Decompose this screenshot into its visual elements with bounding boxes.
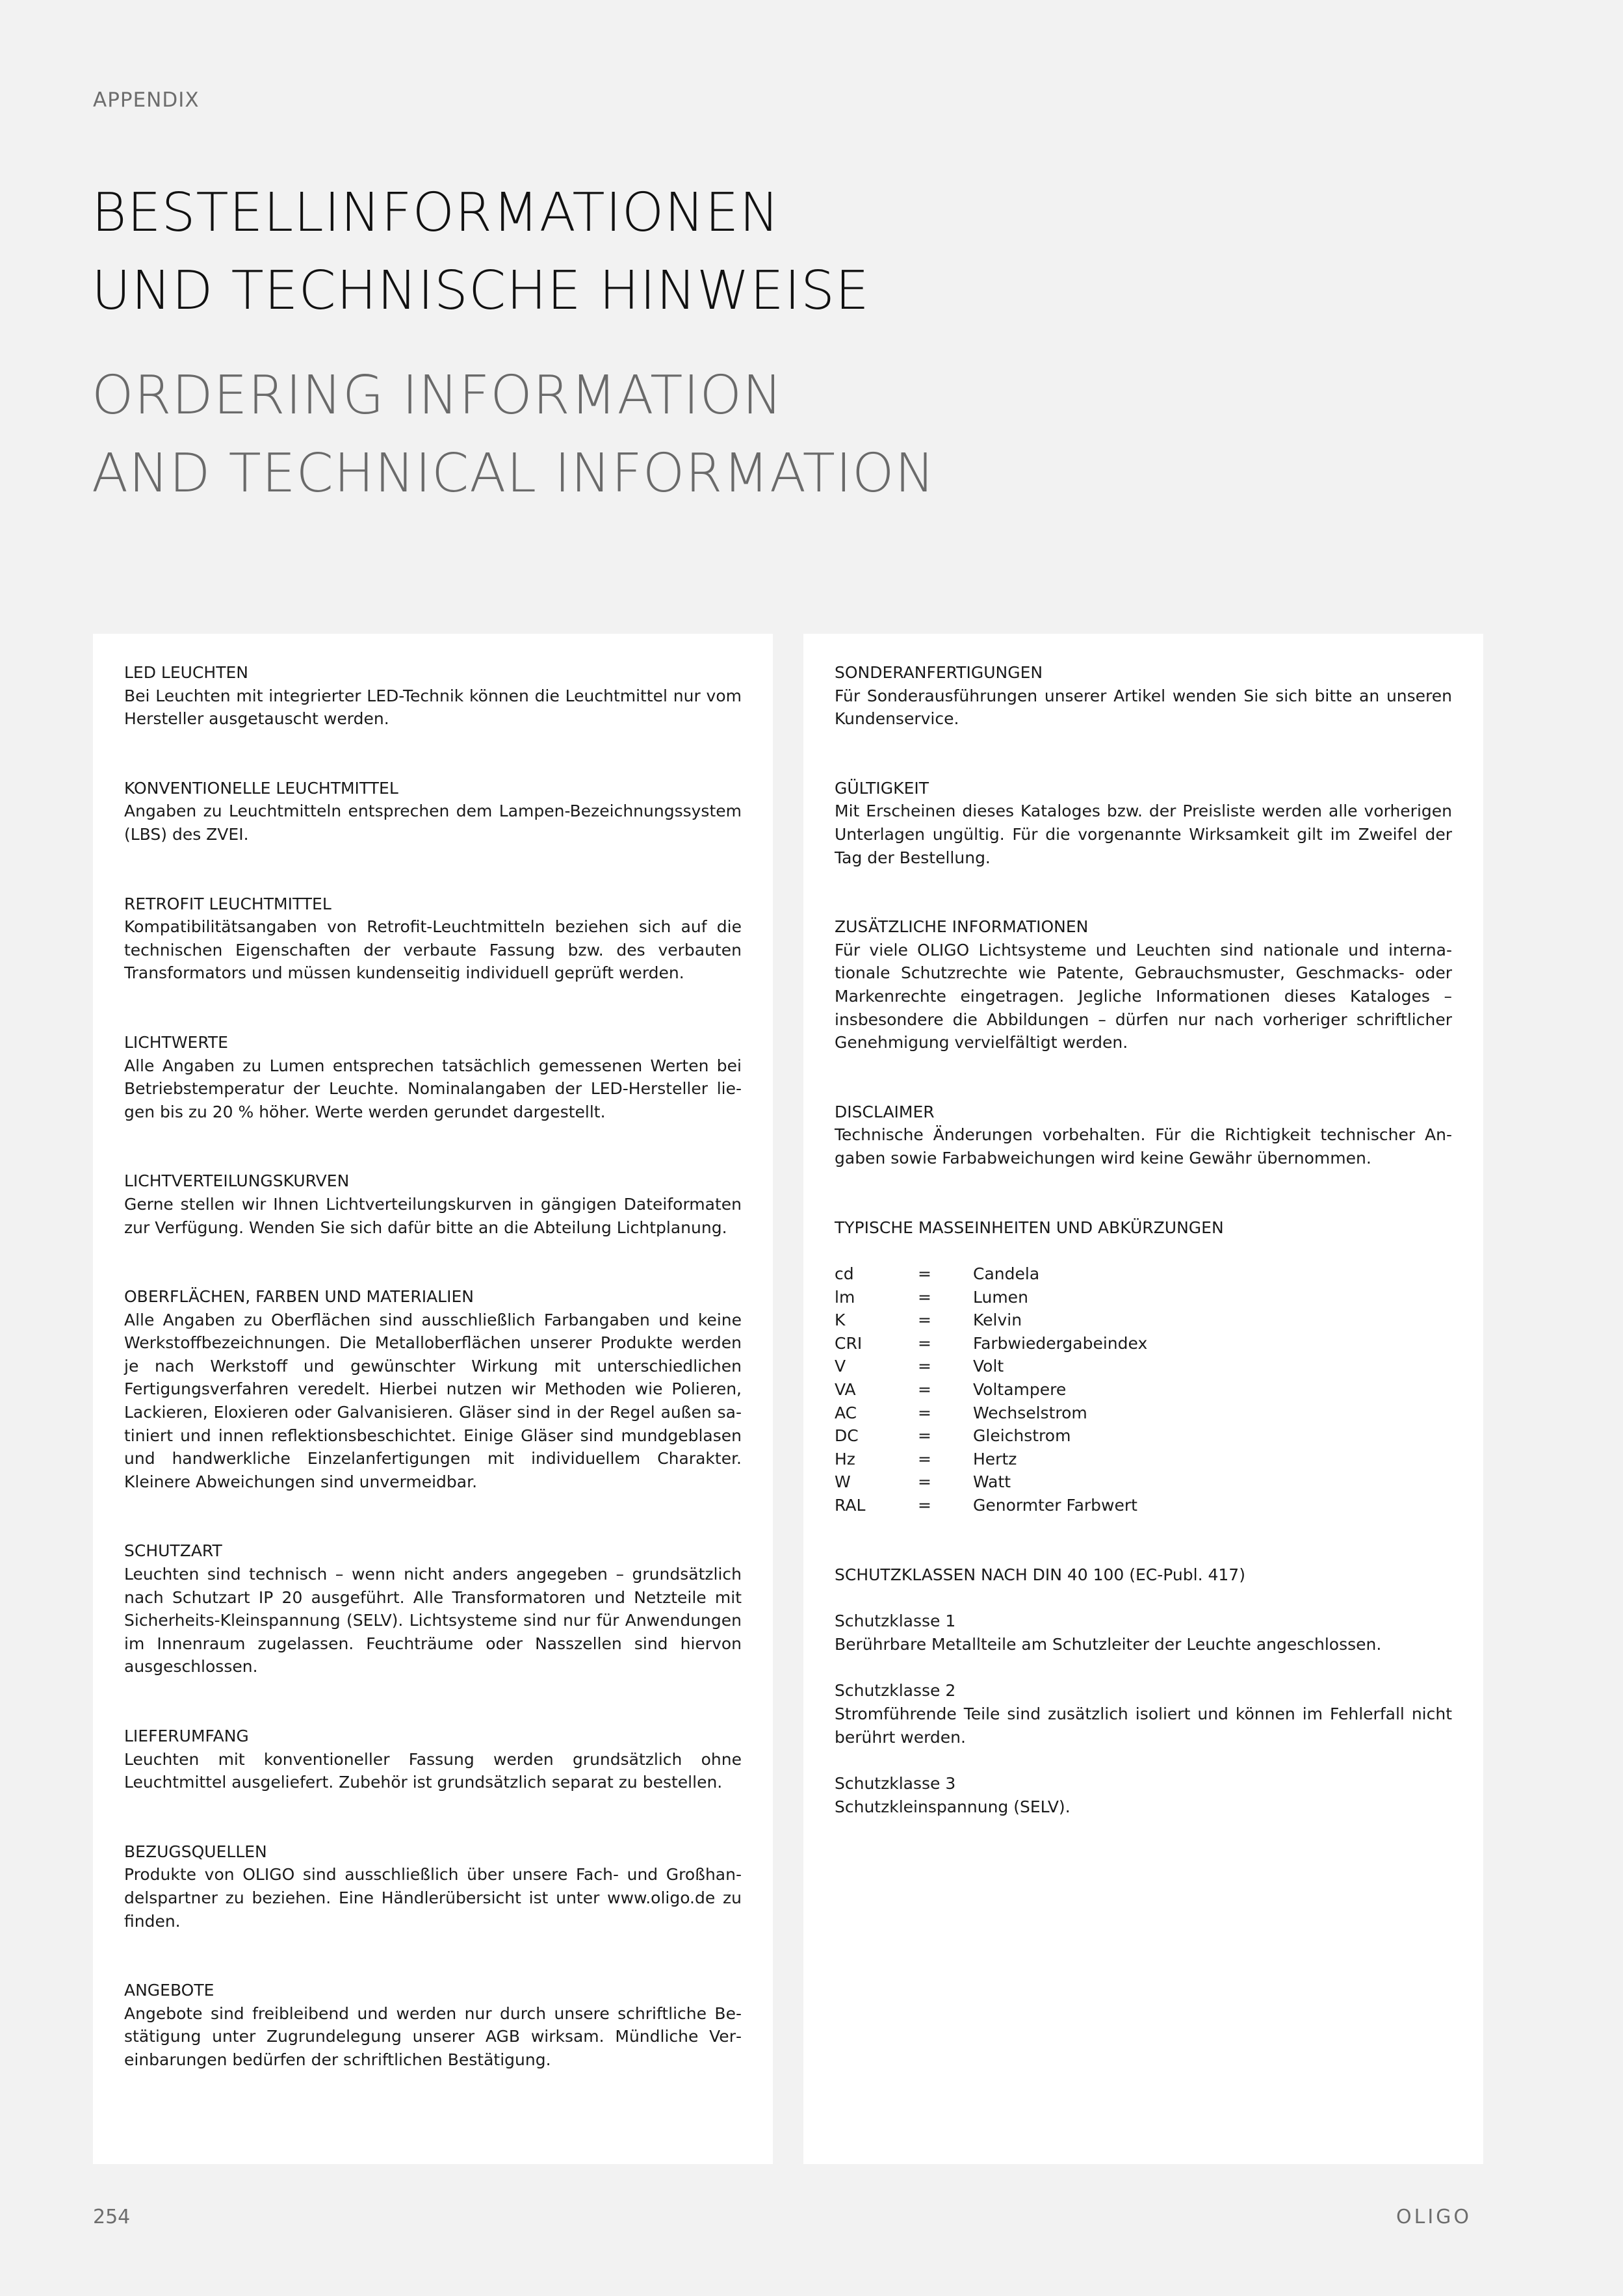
brand-logo: OLIGO	[1396, 2206, 1472, 2228]
abbreviation-meaning: Watt	[973, 1472, 1011, 1492]
section-lichtverteilungskurven	[124, 1169, 742, 1239]
abbreviation-meaning: Lumen	[973, 1287, 1028, 1307]
abbreviation-symbol: K	[835, 1311, 846, 1330]
title-en-line-2: AND TECHNICAL INFORMATION	[92, 443, 935, 504]
abbreviation-symbol: DC	[835, 1426, 859, 1446]
abbreviation-symbol: V	[835, 1357, 846, 1376]
section-retrofit-leuchtmittel	[124, 893, 742, 985]
title-de-line-2: UND TECHNISCHE HINWEISE	[92, 260, 870, 322]
section-label: APPENDIX	[93, 88, 200, 112]
section-lichtwerte	[124, 1031, 742, 1123]
page-title-english	[92, 357, 935, 513]
section-body: Mit Erscheinen dieses Kataloges bzw. der Preisliste werden alle vorherigen Unterlagen ungültig. Für die vorgenannte Wirksamkeit gilt im Zweifel der Tag der Bestellung.	[835, 802, 1452, 867]
abbreviation-row	[835, 1424, 1452, 1448]
section-heading: ZUSÄTZLICHE INFORMATIONEN	[835, 917, 1089, 937]
section-body: Angebote sind freibleibend und werden nur durch unsere schriftliche Bestätigung unter Zugrundelegung unserer AGB wirksam. Mündliche Vereinbarungen bedürfen der schriftlichen Bestätigung.	[124, 2003, 742, 2069]
protection-class-2	[835, 1679, 1452, 1749]
section-heading: SONDERANFERTIGUNGEN	[835, 663, 1043, 682]
section-gueltigkeit	[835, 777, 1452, 869]
equals-sign: =	[918, 1264, 931, 1284]
section-body: Alle Angaben zu Lumen entsprechen tatsächlich gemessenen Werten bei Betriebstemperatur der Leuchte. Nominalangaben der LED-Hersteller liegen bis zu 20 % höher. Werte werden gerundet dargestellt.	[124, 1056, 742, 1121]
abbreviation-symbol: Hz	[835, 1449, 855, 1468]
section-body: Gerne stellen wir Ihnen Lichtverteilungskurven in gängigen Dateiformaten zur Verfügung. Wenden Sie sich dafür bitte an die Abteilung Lichtplanung.	[124, 1194, 742, 1237]
equals-sign: =	[918, 1287, 931, 1307]
section-konventionelle-leuchtmittel	[124, 777, 742, 846]
abbreviation-row	[835, 1262, 1452, 1286]
abbreviation-symbol: VA	[835, 1380, 856, 1400]
equals-sign: =	[918, 1357, 931, 1376]
section-heading: OBERFLÄCHEN, FARBEN UND MATERIALIEN	[124, 1287, 474, 1307]
right-info-panel	[803, 634, 1483, 2164]
section-body: Leuchten mit konventioneller Fassung werden grundsätzlich ohne Leuchtmittel ausgeliefert. Zubehör ist grundsätzlich separat zu bestellen.	[124, 1749, 742, 1792]
abbreviation-row	[835, 1355, 1452, 1378]
section-heading: LED LEUCHTEN	[124, 663, 248, 682]
abbreviation-symbol: W	[835, 1472, 851, 1492]
section-heading: GÜLTIGKEIT	[835, 778, 929, 798]
section-body: Für viele OLIGO Lichtsysteme und Leuchten sind nationale und internationale Schutzrechte wie Patente, Gebrauchsmuster, Geschmacks- oder Markenrechte eingetragen. Jegliche Informationen dieses Kataloges – insbesondere die Abbildungen – dürfen nur nach vorheriger schriftlicher Genehmigung vervielfältigt werden.	[835, 940, 1452, 1052]
section-heading: RETROFIT LEUCHTMITTEL	[124, 894, 331, 913]
section-heading: KONVENTIONELLE LEUCHTMITTEL	[124, 778, 398, 798]
section-heading: LICHTWERTE	[124, 1032, 228, 1052]
abbreviation-meaning: Wechselstrom	[973, 1403, 1087, 1422]
protection-class-body: Schutzkleinspannung (SELV).	[835, 1797, 1071, 1816]
section-oberflaechen	[124, 1285, 742, 1493]
abbreviation-row	[835, 1448, 1452, 1471]
page-title-german	[92, 174, 870, 330]
abbreviation-meaning: Kelvin	[973, 1311, 1022, 1330]
equals-sign: =	[918, 1472, 931, 1492]
abbreviation-symbol: lm	[835, 1287, 855, 1307]
abbreviation-meaning: Hertz	[973, 1449, 1017, 1468]
abbreviation-row	[835, 1378, 1452, 1402]
abbreviation-symbol: RAL	[835, 1496, 866, 1515]
section-heading: ANGEBOTE	[124, 1981, 214, 2000]
section-body: Bei Leuchten mit integrierter LED-Technik können die Leuchtmittel nur vom Hersteller ausgetauscht werden.	[124, 686, 742, 729]
abbreviation-symbol: AC	[835, 1403, 857, 1422]
abbreviation-symbol: cd	[835, 1264, 854, 1284]
section-zusaetzliche-informationen	[835, 915, 1452, 1054]
abbreviation-symbol: CRI	[835, 1333, 863, 1353]
equals-sign: =	[918, 1496, 931, 1515]
section-schutzart	[124, 1539, 742, 1678]
abbreviation-meaning: Genormter Farbwert	[973, 1496, 1137, 1515]
protection-class-title: Schutzklasse 2	[835, 1681, 956, 1701]
abbreviation-meaning: Gleichstrom	[973, 1426, 1071, 1446]
title-en-line-1: ORDERING INFORMATION	[92, 365, 783, 426]
section-body: Produkte von OLIGO sind ausschließlich über unsere Fach- und Großhandelspartner zu beziehen. Eine Händlerübersicht ist unter www.oligo.de zu finden.	[124, 1865, 742, 1931]
section-sonderanfertigungen	[835, 661, 1452, 731]
abbreviation-meaning: Voltampere	[973, 1380, 1067, 1400]
abbreviation-row	[835, 1470, 1452, 1494]
section-body: Kompatibilitätsangaben von Retrofit-Leuchtmitteln beziehen sich auf die technischen Eigenschaften der verbaute Fassung bzw. des verbauten Transformators und müssen kundenseitig individuell geprüft werden.	[124, 917, 742, 983]
section-heading: LIEFERUMFANG	[124, 1727, 249, 1745]
protection-class-title: Schutzklasse 1	[835, 1611, 956, 1631]
page-number: 254	[93, 2206, 131, 2228]
section-led-leuchten	[124, 661, 742, 731]
abbreviations-list	[835, 1262, 1452, 1517]
left-info-panel	[93, 634, 773, 2164]
abbreviation-meaning: Candela	[973, 1264, 1040, 1284]
protection-class-3	[835, 1772, 1452, 1818]
abbreviation-row	[835, 1402, 1452, 1425]
protection-class-1	[835, 1610, 1452, 1656]
equals-sign: =	[918, 1380, 931, 1400]
section-heading: LICHTVERTEILUNGSKURVEN	[124, 1171, 350, 1191]
section-disclaimer	[835, 1101, 1452, 1170]
protection-class-body: Stromführende Teile sind zusätzlich isoliert und können im Fehlerfall nicht berührt werden.	[835, 1704, 1452, 1747]
section-heading: DISCLAIMER	[835, 1102, 935, 1121]
equals-sign: =	[918, 1333, 931, 1353]
section-heading: SCHUTZART	[124, 1541, 222, 1561]
section-body: Für Sonderausführungen unserer Artikel wenden Sie sich bitte an unseren Kundenservice.	[835, 686, 1452, 729]
section-heading: BEZUGSQUELLEN	[124, 1842, 267, 1861]
section-body: Alle Angaben zu Oberflächen sind ausschließlich Farbangaben und keine Werkstoffbezeichnungen. Die Metalloberflächen unserer Produkte werden je nach Werkstoff und gewünschter Wirkung mit unterschiedlichen Fertigungsverfahren veredelt. Hierbei nutzen wir Methoden wie Polieren, Lackieren, Eloxieren oder Galvanisieren. Gläser sind in der Regel außen satiniert und innen reflektionsbeschichtet. Einige Gläser sind mundgeblasen und handwerkliche Einzelanfertigungen mit individuellem Charakter. Kleinere Abweichungen sind unvermeidbar.	[124, 1310, 742, 1491]
equals-sign: =	[918, 1426, 931, 1446]
abbreviation-row	[835, 1309, 1452, 1332]
title-de-line-1: BESTELLINFORMATIONEN	[92, 182, 780, 244]
equals-sign: =	[918, 1311, 931, 1330]
section-bezugsquellen	[124, 1840, 742, 1933]
abbreviation-row	[835, 1286, 1452, 1309]
section-body: Leuchten sind technisch – wenn nicht anders angegeben – grundsätzlich nach Schutzart IP 20 ausgeführt. Alle Transformatoren und Netzteile mit Sicherheits-Kleinspannung (SELV). Lichtsysteme sind nur für Anwendungen im Innenraum zugelassen. Feuchträume oder Nasszellen sind hiervon ausgeschlossen.	[124, 1565, 742, 1676]
abbreviation-meaning: Volt	[973, 1357, 1004, 1376]
abbreviation-row	[835, 1494, 1452, 1517]
section-lieferumfang	[124, 1725, 742, 1794]
protection-classes-heading: SCHUTZKLASSEN NACH DIN 40 100 (EC-Publ. 417)	[835, 1565, 1245, 1584]
equals-sign: =	[918, 1449, 931, 1468]
equals-sign: =	[918, 1403, 931, 1422]
protection-class-title: Schutzklasse 3	[835, 1774, 956, 1794]
section-body: Technische Änderungen vorbehalten. Für die Richtigkeit technischer Angaben sowie Farbabweichungen wird keine Gewähr übernommen.	[835, 1125, 1452, 1168]
section-body: Angaben zu Leuchtmitteln entsprechen dem Lampen-Bezeichnungssystem (LBS) des ZVEI.	[124, 802, 742, 844]
section-angebote	[124, 1979, 742, 2071]
abbreviation-meaning: Farbwiedergabeindex	[973, 1333, 1148, 1353]
abbreviations-heading: TYPISCHE MASSEINHEITEN UND ABKÜRZUNGEN	[835, 1218, 1224, 1237]
abbreviation-row	[835, 1332, 1452, 1355]
protection-class-body: Berührbare Metallteile am Schutzleiter der Leuchte angeschlossen.	[835, 1634, 1382, 1654]
